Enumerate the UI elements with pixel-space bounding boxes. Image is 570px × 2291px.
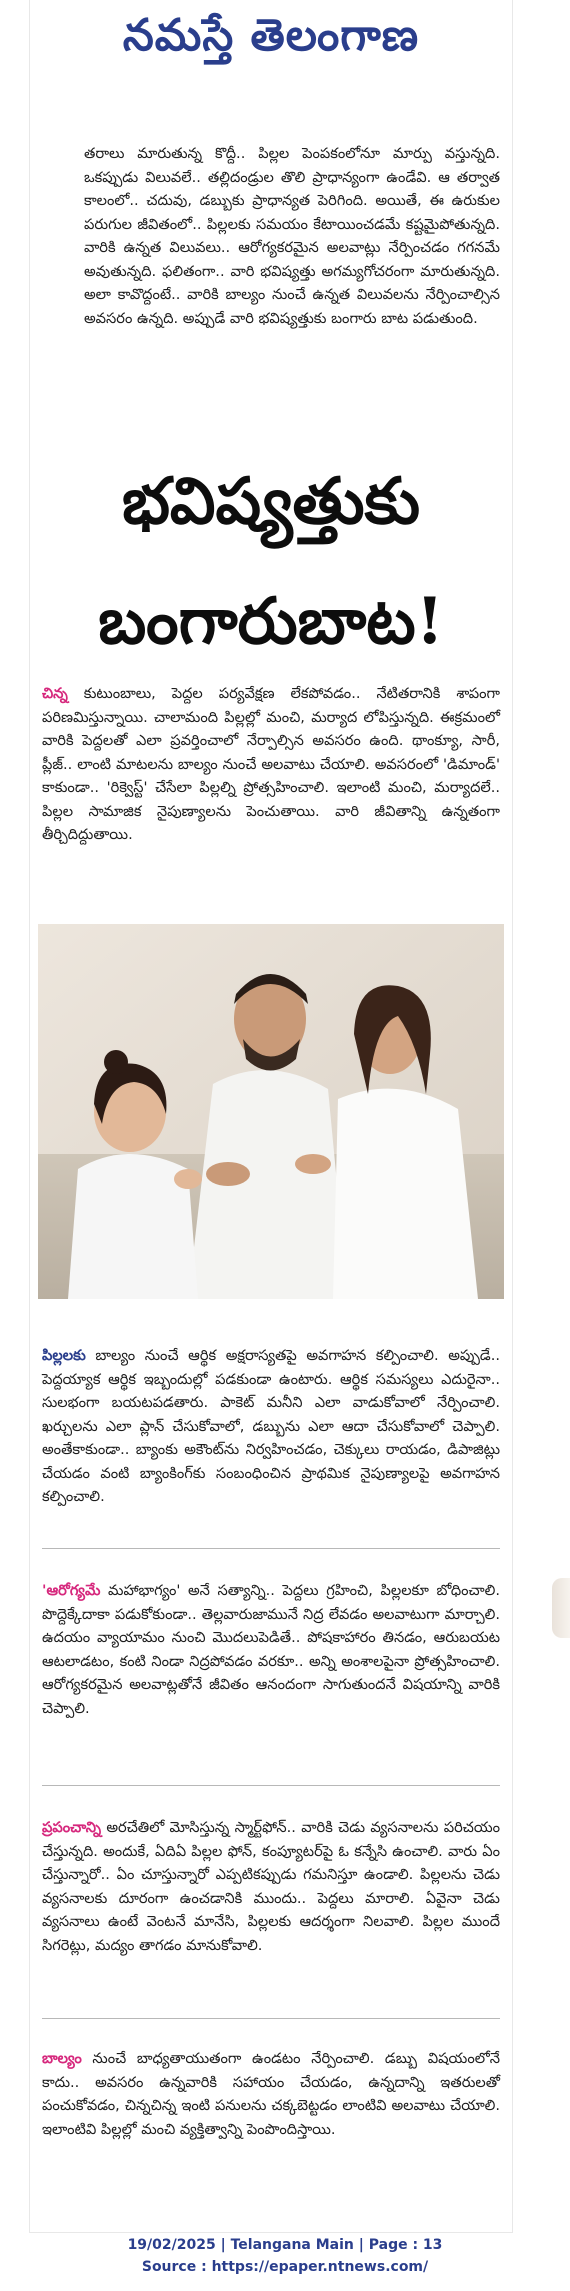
section-health [42,1579,500,1720]
section-body-text: కుటుంబాలు, పెద్దల పర్యవేక్షణ లేకపోవడం.. నేటితరానికి శాపంగా పరిణమిస్తున్నాయి. చాలామంది పిల్లల్లో మంచి, మర్యాద లోపిస్తున్నది. ఈక్రమంలో వారికి పెద్దలతో ఎలా ప్రవర్తించాలో నేర్పాల్సిన అవసరం ఉంది. థాంక్యూ, సారీ, ప్లీజ్.. లాంటి మాటలను బాల్యం నుంచే అలవాటు చేయాలి. అవసరంలో 'డిమాండ్' కాకుండా.. 'రిక్వెస్ట్' చేసేలా పిల్లల్ని ప్రోత్సహించాలి. ఇలాంటి మంచి, మర్యాదలే.. పిల్లల సామాజిక నైపుణ్యాలను పెంచుతాయి. వారి జీవితాన్ని ఉన్నతంగా తీర్చిదిద్దుతాయి. [42,685,500,843]
section-body-text: బాల్యం నుంచే ఆర్థిక అక్షరాస్యతపై అవగాహన కల్పించాలి. అప్పుడే.. పెద్దయ్యాక ఆర్థిక ఇబ్బందుల్లో పడకుండా ఉంటారు. ఆర్థిక సమస్యలు ఎదురైనా.. సులభంగా బయటపడతారు. పాకెట్ మనీని ఎలా వాడుకోవాలో నేర్పించాలి. ఖర్చులను ఎలా ప్లాన్ చేసుకోవాలో, డబ్బును ఎలా ఆదా చేసుకోవాలో చెప్పాలి. అంతేకాకుండా.. బ్యాంకు అకౌంట్‌ను నిర్వహించడం, చెక్కులు రాయడం, డిపాజిట్లు చేయడం వంటి బ్యాంకింగ్‌కు సంబంధించిన ప్రాథమిక నైపుణ్యాలపై అవగాహన కల్పించాలి. [42,1347,500,1505]
edge-photo-fragment [552,1578,570,1638]
section-lead-word: చిన్న [42,685,68,702]
family-photo-illustration [38,924,504,1299]
intro-paragraph: తరాలు మారుతున్న కొద్దీ.. పిల్లల పెంపకంలోనూ మార్పు వస్తున్నది. ఒకప్పుడు విలువలే.. తల్లిదండ్రుల తొలి ప్రాధాన్యంగా ఉండేవి. ఆ తర్వాత కాలంలో.. చదువు, డబ్బుకు ప్రాధాన్యత పెరిగింది. అయితే, ఈ ఉరుకుల పరుగుల జీవితంలో.. పిల్లలకు సమయం కేటాయించడమే కష్టమైపోతున్నది. వారికి ఉన్నత విలువలు.. ఆరోగ్యకరమైన అలవాట్లు నేర్పించడం గగనమే అవుతున్నది. ఫలితంగా.. వారి భవిష్యత్తు అగమ్యగోచరంగా మారుతున్నది. అలా కావొద్దంటే.. వారికి బాల్యం నుంచే ఉన్నత విలువలను నేర్పించాల్సిన అవసరం ఉన్నది. అప్పుడే వారి భవిష్యత్తుకు బంగారు బాట పడుతుంది. [84,145,500,327]
headline-line-1: భవిష్యత్తుకు [121,464,421,539]
masthead [30,0,512,72]
section-body-text: మహాభాగ్యం' అనే సత్యాన్ని.. పెద్దలు గ్రహించి, పిల్లలకూ బోధించాలి. పొద్దెక్కేదాకా పడుకోకుండా.. తెల్లవారుజామునే నిద్ర లేవడం అలవాటుగా మార్చాలి. ఉదయం వ్యాయామం నుంచి మొదలుపెడితే.. పోషకాహారం తినడం, ఆరుబయట ఆటలాడటం, కంటి నిండా నిద్రపోవడం వరకూ.. అన్ని అంశాలపైనా ప్రోత్సహించాలి. ఆరోగ్యకరమైన అలవాట్లతోనే జీవితం ఆనందంగా సాగుతుందనే విషయాన్ని వారికి చెప్పాలి. [42,1582,500,1717]
section-smartphone [42,1816,500,1957]
section-divider [42,2018,500,2019]
section-divider [42,1785,500,1786]
masthead-title: నమస్తే తెలంగాణ [122,10,420,61]
section-lead-word: బాల్యం [42,2050,82,2067]
section-finance [42,1344,500,1509]
section-body-text: అరచేతిలో మోసిస్తున్న స్మార్ట్‌ఫోన్.. వారికి చెడు వ్యసనాలను పరిచయం చేస్తున్నది. అందుకే, ఏదిఏ పిల్లల ఫోన్, కంప్యూటర్‌పై ఓ కన్నేసి ఉంచాలి. వారు ఏం చేస్తున్నారో.. ఏం చూస్తున్నారో ఎప్పటికప్పుడు గమనిస్తూ ఉండాలి. పిల్లలను చెడు వ్యసనాలకు దూరంగా ఉంచడానికి ముందు.. పెద్దలు మారాలి. ఏవైనా చెడు వ్యసనాలు ఉంటే వెంటనే మానేసి, పిల్లలకు ఆదర్శంగా నిలవాలి. పిల్లల ముందే సిగరెట్లు, మద్యం తాగడం మానుకోవాలి. [42,1819,500,1954]
section-lead-word: పిల్లలకు [42,1347,86,1364]
footer-source-line: Source : https://epaper.ntnews.com/ [141,2259,429,2275]
family-photo [38,924,504,1299]
section-divider [42,1548,500,1549]
article-column [30,0,512,2232]
section-responsibility [42,2047,500,2141]
headline-line-2: బంగారుబాట! [98,584,444,659]
section-lead-word: 'ఆరోగ్యమే [42,1582,101,1599]
footer-date-line: 19/02/2025 | Telangana Main | Page : 13 [127,2237,443,2253]
section-lead-word: ప్రపంచాన్ని [42,1819,102,1836]
section-body-text: నుంచే బాధ్యతాయుతంగా ఉండటం నేర్పించాలి. డబ్బు విషయంలోనే కాదు.. అవసరం ఉన్నవారికి సహాయం చేయడం, ఉన్నదాన్ని ఇతరులతో పంచుకోవడం, చిన్నచిన్న ఇంటి పనులను చక్కబెట్టడం లాంటివి అలవాటు చేయాలి. ఇలాంటివి పిల్లల్లో మంచి వ్యక్తిత్వాన్ని పెంపొందిస్తాయి. [42,2050,500,2138]
section-manners [42,682,500,847]
